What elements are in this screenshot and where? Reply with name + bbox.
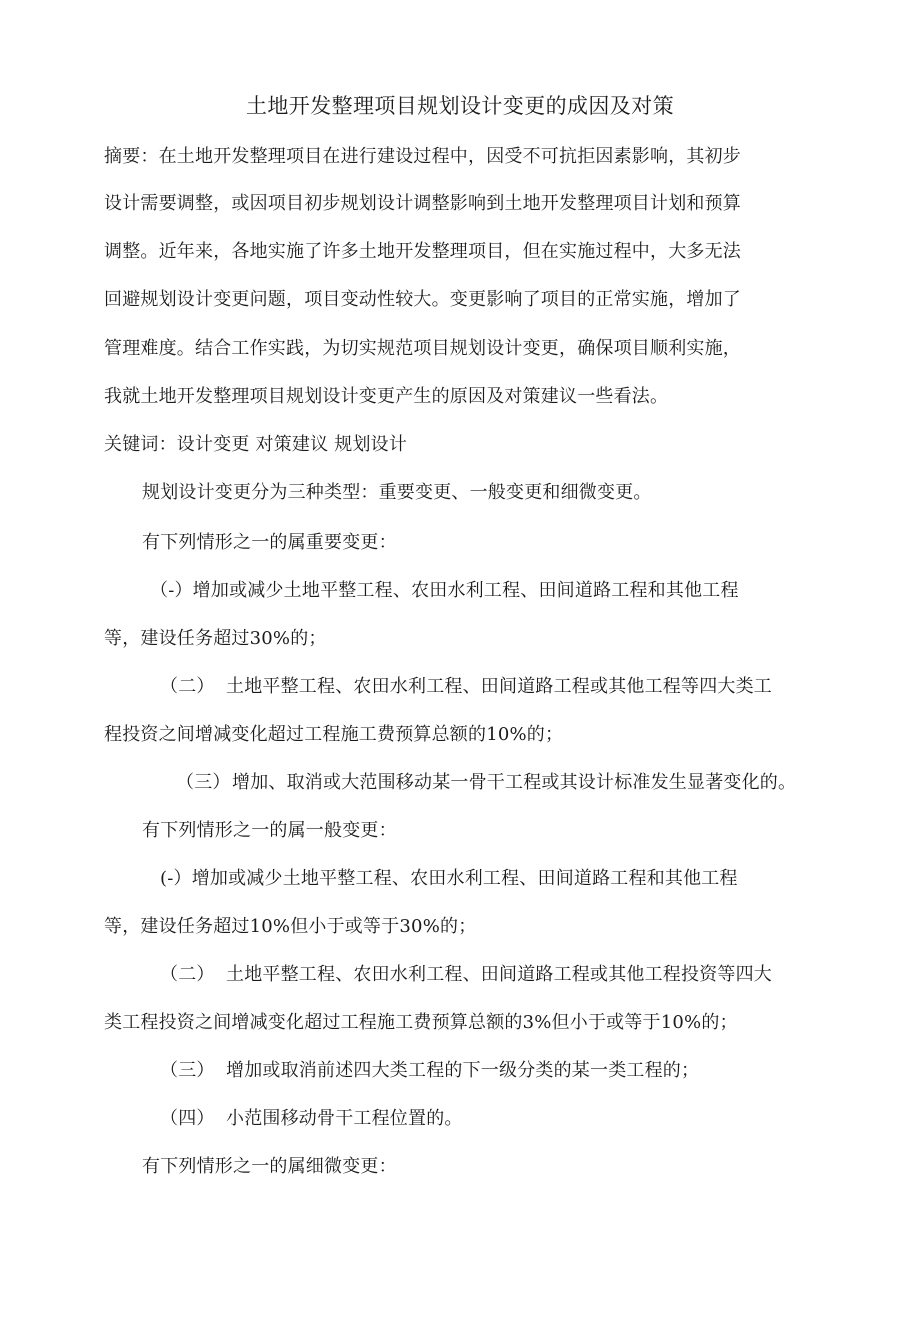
major-item-2-label: （二） [160, 676, 215, 697]
minor-change-heading: 有下列情形之一的属细微变更： [142, 1156, 397, 1177]
abstract-line-2: 设计需要调整，或因项目初步规划设计调整影响到土地开发整理项目计划和预算 [104, 193, 741, 214]
general-item-2-line-1: 土地平整工程、农田水利工程、田间道路工程或其他工程投资等四大 [226, 964, 772, 985]
abstract-line-4: 回避规划设计变更问题，项目变动性较大。变更影响了项目的正常实施，增加了 [104, 289, 741, 310]
abstract-line-1: 摘要：在土地开发整理项目在进行建设过程中，因受不可抗拒因素影响，其初步 [104, 146, 741, 167]
general-change-heading: 有下列情形之一的属一般变更： [142, 820, 397, 841]
intro-paragraph: 规划设计变更分为三种类型：重要变更、一般变更和细微变更。 [142, 482, 652, 503]
major-change-heading: 有下列情形之一的属重要变更： [142, 532, 397, 553]
major-item-1-line-2: 等，建设任务超过30%的； [104, 628, 327, 649]
general-item-3-text: 增加或取消前述四大类工程的下一级分类的某一类工程的； [226, 1060, 700, 1081]
general-item-4-label: （四） [160, 1108, 215, 1129]
major-item-3-text: 增加、取消或大范围移动某一骨干工程或其设计标准发生显著变化的。 [232, 772, 797, 793]
major-item-2-line-2: 程投资之间增减变化超过工程施工费预算总额的10%的； [104, 724, 564, 745]
keywords-line: 关键词：设计变更 对策建议 规划设计 [104, 434, 408, 455]
general-item-1-line-1: (-）增加或减少土地平整工程、农田水利工程、田间道路工程和其他工程 [160, 868, 738, 889]
major-item-2-line-1: 土地平整工程、农田水利工程、田间道路工程或其他工程等四大类工 [226, 676, 772, 697]
major-item-1-line-1: （-）增加或减少土地平整工程、农田水利工程、田间道路工程和其他工程 [150, 580, 739, 601]
general-item-2-line-2: 类工程投资之间增减变化超过工程施工费预算总额的3%但小于或等于10%的； [104, 1012, 738, 1033]
general-item-1-line-2: 等，建设任务超过10%但小于或等于30%的； [104, 916, 477, 937]
general-item-3-label: （三） [160, 1060, 215, 1081]
document-title: 土地开发整理项目规划设计变更的成因及对策 [246, 94, 674, 118]
general-item-2-label: （二） [160, 964, 215, 985]
abstract-line-3: 调整。近年来，各地实施了许多土地开发整理项目，但在实施过程中，大多无法 [104, 241, 741, 262]
general-item-4-text: 小范围移动骨干工程位置的。 [226, 1108, 463, 1129]
major-item-3-label: （三） [176, 772, 231, 793]
abstract-line-6: 我就土地开发整理项目规划设计变更产生的原因及对策建议一些看法。 [104, 386, 669, 407]
abstract-line-5: 管理难度。结合工作实践，为切实规范项目规划设计变更，确保项目顺利实施， [104, 338, 741, 359]
